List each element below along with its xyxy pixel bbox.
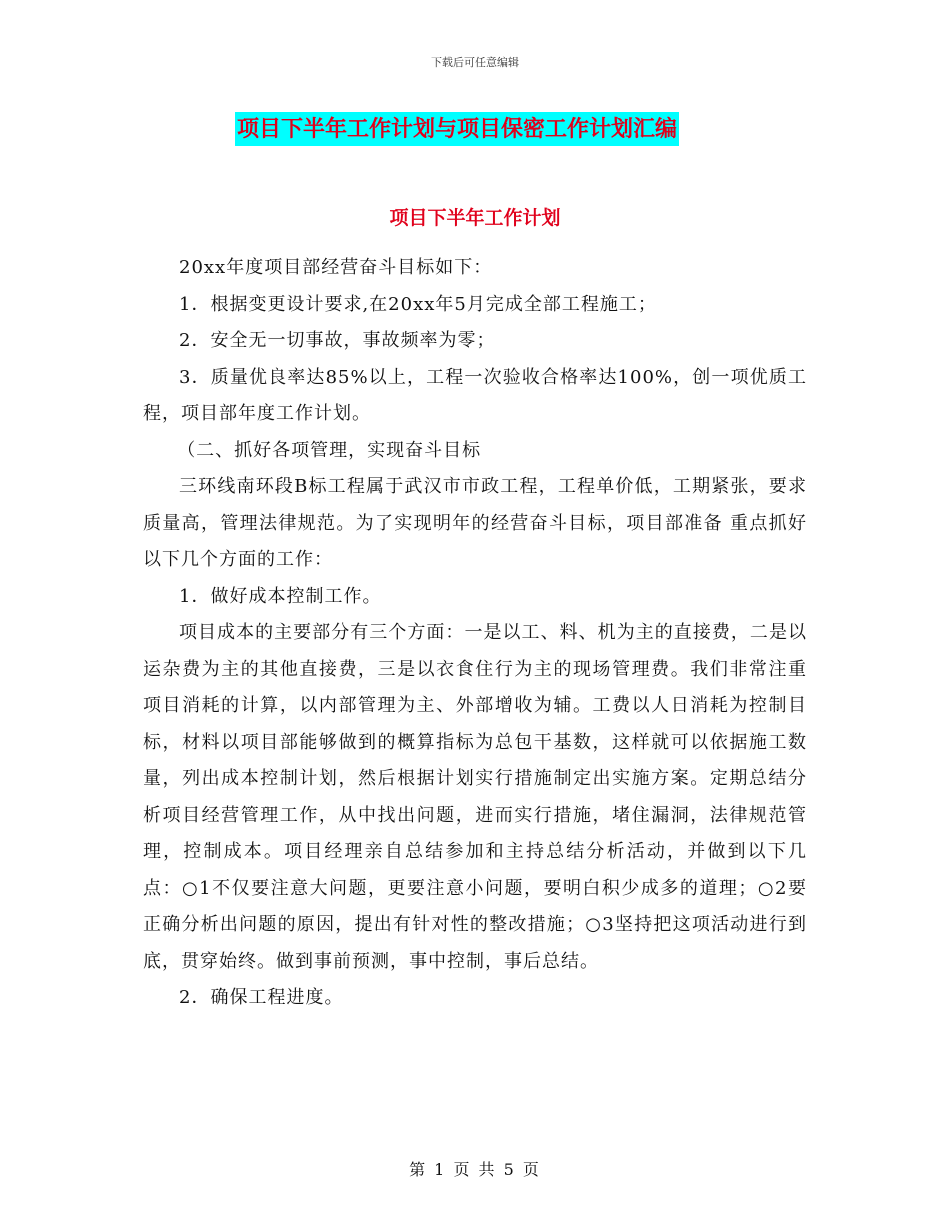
paragraph-project-overview: 三环线南环段B标工程属于武汉市市政工程，工程单价低，工期紧张，要求质量高，管理法律规范。为了实现明年的经营奋斗目标，项目部准备 重点抓好以下几个方面的工作： [143, 476, 807, 570]
paragraph-item-schedule: 2．确保工程进度。 [179, 987, 344, 1008]
paragraph-section-two: （二、抓好各项管理，实现奋斗目标 [177, 439, 482, 461]
paragraph-cost-details: 项目成本的主要部分有三个方面：一是以工、料、机为主的直接费，二是以运杂费为主的其他直接费，三是以衣食住行为主的现场管理费。我们非常注重项目消耗的计算，以内部管理为主、外部增收为辅。工费以人日消耗为控制目标，材料以项目部能够做到的概算指标为总包干基数，这样就可以依据施工数量，列出成本控制计划，然后根据计划实行措施制定出实施方案。定期总结分析项目经营管理工作，从中找出问题，进而实行措施，堵住漏洞，法律规范管理，控制成本。项目经理亲自总结参加和主持总结分析活动，并做到以下几点：○1不仅要注意大问题，更要注意小问题，要明白积少成多的道理；○2要正确分析出问题的原因，提出有针对性的整改措施；○3坚持把这项活动进行到底，贯穿始终。做到事前预测，事中控制，事后总结。 [143, 622, 807, 972]
header-note: 下载后可任意编辑 [431, 56, 519, 69]
paragraph-goal-3: 3．质量优良率达85%以上，工程一次验收合格率达100%，创一项优质工程，项目部年度工作计划。 [143, 366, 807, 424]
document-body [143, 250, 807, 1017]
section-title: 项目下半年工作计划 [389, 207, 561, 229]
document-title: 项目下半年工作计划与项目保密工作计划汇编 [235, 112, 679, 146]
paragraph-goals-intro: 20xx年度项目部经营奋斗目标如下： [179, 257, 493, 278]
paragraph-goal-1: 1．根据变更设计要求,在20xx年5月完成全部工程施工； [179, 293, 657, 315]
paragraph-goal-2: 2．安全无一切事故，事故频率为零； [179, 330, 496, 351]
page-footer: 第 1 页 共 5 页 [409, 1160, 541, 1179]
paragraph-item-cost-control: 1．做好成本控制工作。 [179, 585, 382, 607]
